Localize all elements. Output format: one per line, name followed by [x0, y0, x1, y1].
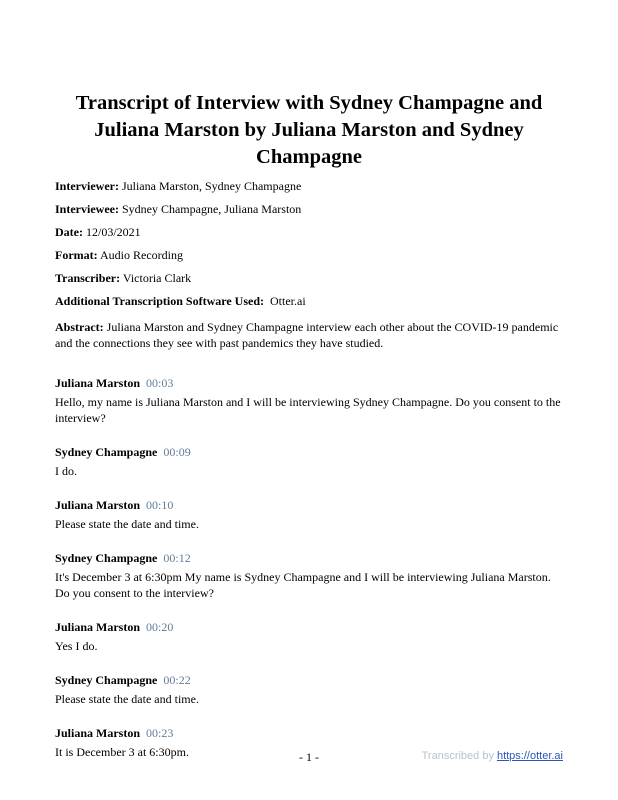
speech-text: Please state the date and time. [55, 517, 199, 531]
timestamp[interactable]: 00:12 [163, 551, 191, 565]
speaker-name: Juliana Marston [55, 726, 141, 740]
credit-text: Transcribed by [421, 750, 494, 762]
meta-value: Juliana Marston, Sydney Champagne [121, 179, 302, 193]
meta-label: Interviewer: [55, 179, 119, 193]
transcript-entry [55, 497, 565, 532]
speaker-name: Juliana Marston [55, 498, 141, 512]
meta-label: Abstract: [55, 320, 104, 334]
timestamp[interactable]: 00:22 [163, 673, 191, 687]
speech-text: Hello, my name is Juliana Marston and I will be interviewing Sydney Champagne. Do you consent to the interview? [55, 395, 561, 425]
meta-date [55, 224, 565, 240]
speaker-name: Juliana Marston [55, 620, 141, 634]
transcript-entry [55, 550, 565, 601]
timestamp[interactable]: 00:20 [146, 620, 174, 634]
speech-text: Yes I do. [55, 639, 98, 653]
speech-text: It is December 3 at 6:30pm. [55, 745, 189, 759]
speaker-name: Sydney Champagne [55, 551, 158, 565]
page-number: - 1 - [299, 750, 319, 764]
speech-text: I do. [55, 464, 77, 478]
meta-label: Transcriber: [55, 271, 121, 285]
speaker-name: Sydney Champagne [55, 445, 158, 459]
meta-value: 12/03/2021 [85, 225, 141, 239]
timestamp[interactable]: 00:09 [163, 445, 191, 459]
transcript-entry [55, 619, 565, 654]
speech-text: Please state the date and time. [55, 692, 199, 706]
transcript-body [55, 375, 565, 778]
meta-transcriber [55, 270, 565, 286]
timestamp[interactable]: 00:03 [146, 376, 174, 390]
speaker-name: Sydney Champagne [55, 673, 158, 687]
meta-format [55, 247, 565, 263]
meta-label: Interviewee: [55, 202, 119, 216]
meta-value: Otter.ai [270, 294, 306, 308]
meta-value: Juliana Marston and Sydney Champagne interview each other about the COVID-19 pandemic and the connections they see with past pandemics they have studied. [55, 320, 559, 350]
meta-software [55, 293, 565, 309]
meta-abstract [55, 319, 565, 351]
meta-label: Date: [55, 225, 83, 239]
otter-link[interactable]: https://otter.ai [496, 750, 563, 762]
speaker-name: Juliana Marston [55, 376, 141, 390]
meta-interviewee [55, 201, 565, 217]
timestamp[interactable]: 00:10 [146, 498, 174, 512]
timestamp[interactable]: 00:23 [146, 726, 174, 740]
meta-value: Victoria Clark [122, 271, 192, 285]
metadata-block [55, 178, 565, 358]
transcription-credit [422, 750, 563, 762]
transcript-entry [55, 444, 565, 479]
meta-value: Audio Recording [100, 248, 183, 262]
transcript-entry [55, 375, 565, 426]
meta-value: Sydney Champagne, Juliana Marston [121, 202, 302, 216]
page-title: Transcript of Interview with Sydney Champagne and Juliana Marston by Juliana Marston and Sydney Champagne [75, 92, 543, 168]
meta-interviewer [55, 178, 565, 194]
transcript-entry [55, 672, 565, 707]
meta-label: Additional Transcription Software Used: [55, 294, 265, 308]
meta-label: Format: [55, 248, 98, 262]
speech-text: It's December 3 at 6:30pm My name is Sydney Champagne and I will be interviewing Juliana Marston. Do you consent to the interview? [55, 570, 551, 600]
